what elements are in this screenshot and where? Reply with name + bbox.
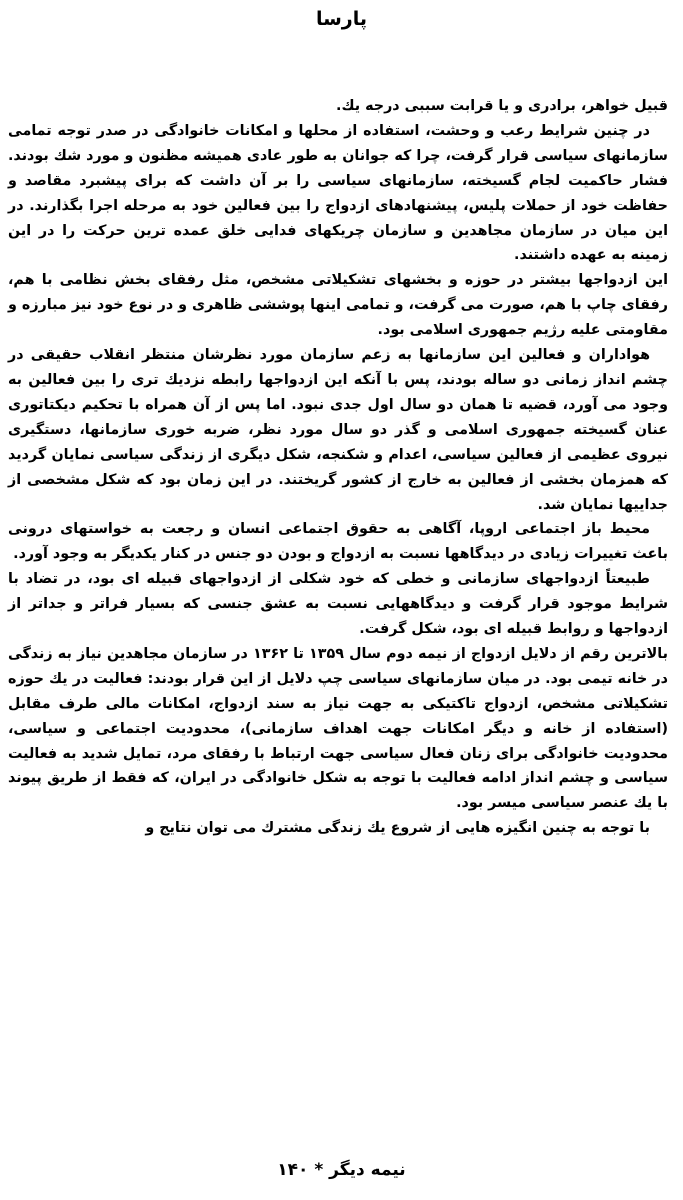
paragraph-5: محیط باز اجتماعی اروپا، آگاهی به حقوق اجتماعی انسان و رجعت به خواستهای درونی باعث تغییرات زیادی در دیدگاهها نسبت به ازدواج و بودن دو جنس در کنار یکدیگر به وجود آورد. <box>8 521 668 563</box>
paragraph-1: قبیل خواهر، برادری و یا قرابت سببی درجه یك. <box>336 98 668 114</box>
paragraph-6: طبیعتاً ازدواجهای سازمانی و خطی که خود شکلی از ازدواجهای قبیله ای بود، در تضاد با شرایط موجود قرار گرفت و دیدگاههایی نسبت به عشق جنسی که بسیار فراتر و جداتر از ازدواجها و روابط قبیله ای بود، شکل گرفت. <box>8 571 668 638</box>
paragraph-4: هواداران و فعالین این سازمانها به زعم سازمان مورد نظرشان منتظر انقلاب حقیقی در چشم انداز زمانی دو ساله بودند، پس با آنکه این ازدواجها رابطه نزدیك تری را بین فعالین به وجود می آورد، قضیه تا همان دو سال اول جدی نبود. اما پس از آن همراه با تحکیم دیکتاتوری عنان گسیخته جمهوری اسلامی و گذر دو سال مورد نظر، ضربه خوری سازمانها، دستگیری نیروی عظیمی از فعالین سیاسی، اعدام و شکنجه، شکل دیگری از زندگی سیاسی نمایان گردید که همزمان بخشی از فعالین به خارج از کشور گریختند. در این زمان بود که شکل مشخصی از جداییها نمایان شد. <box>8 347 668 513</box>
paragraph-3: این ازدواجها بیشتر در حوزه و بخشهای تشکیلاتی مشخص، مثل رفقای بخش نظامی با هم، رفقای چاپ با هم، صورت می گرفت، و تمامی اینها پوششی ظاهری و در نوع خود نیز مبارزه و مقاومتی علیه رژیم جمهوری اسلامی بود. <box>8 272 668 339</box>
running-head: پارسا <box>315 8 368 30</box>
body-text <box>8 94 668 841</box>
paragraph-7: بالاترین رقم از دلایل ازدواج از نیمه دوم سال ۱۳۵۹ تا ۱۳۶۲ در سازمان مجاهدین نیاز به زندگی در خانه تیمی بود. در میان سازمانهای سیاسی چپ دلایل از این قرار بودند: فعالیت در یك حوزه تشکیلاتی مشخص، ازدواج تاکتیکی به جهت نیاز به سند ازدواج، امکانات مالی طرف مقابل (استفاده از خانه و دیگر امکانات جهت اهداف سازمانی)، محدودیت اجتماعی و سیاسی، محدودیت خانوادگی برای زنان فعال سیاسی جهت ارتباط با رفقای مرد، تمایل شدید به فعالیت سیاسی و چشم انداز ادامه فعالیت با توجه به شکل خانوادگی در ایران، که فقط از طریق پیوند با یك عنصر سیاسی میسر بود. <box>8 645 669 812</box>
paragraph-8: با توجه به چنین انگیزه هایی از شروع یك زندگی مشترك می توان نتایج و <box>145 820 650 837</box>
paragraph-2: در چنین شرایط رعب و وحشت، استفاده از محلها و امکانات خانوادگی در صدر توجه تمامی سازمانهای سیاسی قرار گرفت، چرا که جوانان به طور عادی همیشه مظنون و مورد شك بودند. فشار حاکمیت لجام گسیخته، سازمانهای سیاسی را بر آن داشت که برای پیشبرد مقاصد و حفاظت خود از حملات پلیس، پیشنهادهای ازدواج را بین فعالین خود به مرحله اجرا بگذارند. در این میان در سازمان مجاهدین و سازمان چریکهای فدایی خلق عمده ترین حرکت را در این زمینه به عهده داشتند. <box>8 122 668 264</box>
page-footer: نیمه دیگر * ۱۴۰ <box>277 1160 406 1180</box>
